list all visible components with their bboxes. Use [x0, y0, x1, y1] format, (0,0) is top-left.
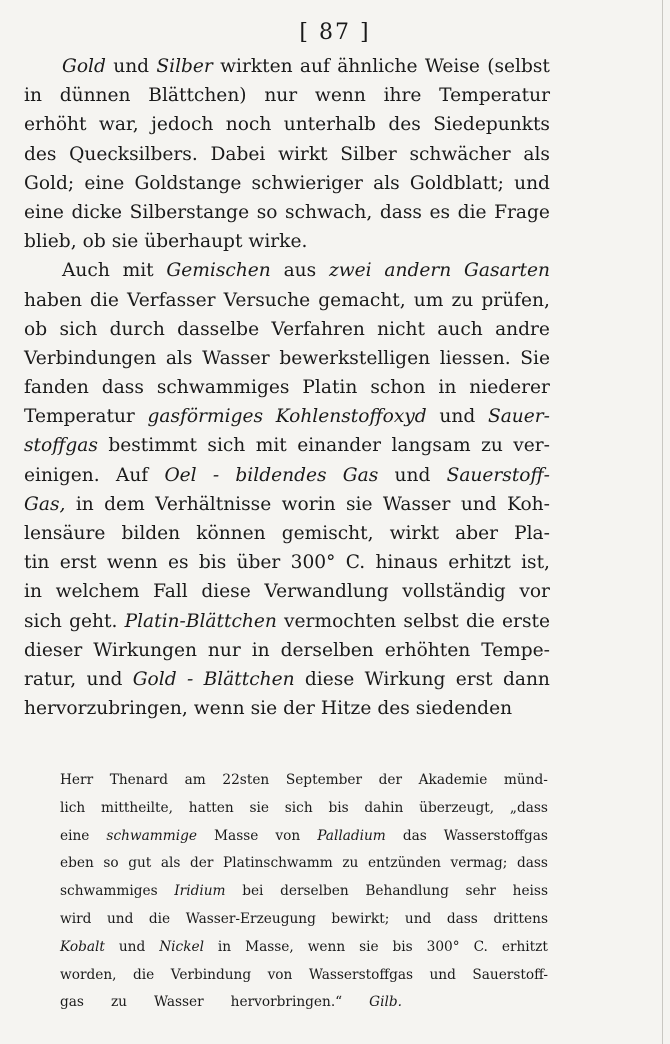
word: Blättchen) [148, 85, 247, 107]
text-line [24, 202, 550, 231]
word: derselben [280, 883, 349, 900]
word: eine [60, 827, 90, 844]
word: lich [60, 799, 86, 816]
word: bis [328, 799, 349, 816]
word: heiss [512, 883, 548, 900]
word: bei [242, 883, 264, 900]
word: Siedepunkts [433, 114, 550, 136]
word: nur [207, 639, 241, 661]
page-edge [662, 0, 663, 1044]
italic-word: - [212, 464, 220, 486]
word: sich [59, 318, 98, 340]
word: andre [495, 318, 550, 340]
word: in [251, 639, 270, 661]
footnote-block [60, 772, 548, 1022]
word: war, [98, 114, 139, 136]
word: Verbindungen [24, 347, 157, 369]
word: dass [379, 201, 422, 223]
word: aber [455, 523, 499, 544]
word: nur [264, 85, 298, 107]
word: münd- [503, 772, 548, 788]
word: um [413, 289, 444, 311]
word: des [388, 114, 421, 136]
italic-word: Gas, [24, 493, 66, 515]
word: ver- [513, 435, 550, 457]
word: gut [128, 855, 152, 872]
text-line [24, 698, 550, 727]
word: als [373, 172, 400, 194]
word: sie [359, 938, 379, 955]
word: schwieriger [251, 172, 363, 194]
italic-word: Oel [164, 464, 197, 486]
word: drittens [493, 910, 548, 927]
italic-word: Gold [62, 56, 106, 77]
text-line [24, 406, 550, 435]
word: Verhältnisse [155, 493, 272, 515]
word: erhöht [24, 114, 87, 136]
italic-word: andern [384, 260, 452, 282]
text-line [24, 494, 550, 523]
word: C. [345, 552, 366, 574]
word: gemacht, [318, 289, 406, 311]
word: Pla- [514, 523, 550, 544]
word: bestimmt [108, 435, 197, 457]
word: Goldstange [134, 172, 242, 194]
italic-word: Silber [156, 56, 213, 77]
italic-word: Sauer- [487, 406, 550, 428]
word: können [196, 523, 266, 544]
word: in [24, 85, 42, 107]
word: und [394, 464, 431, 486]
word: bewirkt; [331, 910, 390, 927]
text-line [24, 319, 550, 348]
word: Auch [62, 260, 110, 282]
italic-word: Kobalt [60, 938, 105, 955]
italic-word: Gemischen [166, 260, 271, 282]
word: zu [481, 435, 503, 457]
word: in [75, 493, 94, 515]
word: in [24, 581, 42, 603]
word: wenn [193, 698, 245, 720]
word: ist, [521, 552, 550, 574]
italic-word: Sauerstoff- [446, 464, 550, 486]
word: wird [60, 910, 92, 927]
word: ähnliche [337, 56, 418, 77]
word: erhitzt [501, 938, 548, 955]
word: Masse [214, 827, 259, 844]
word: unterhalb [283, 114, 376, 136]
page-number: [ 87 ] [299, 20, 371, 45]
italic-word: Kohlenstoffoxyd [275, 406, 427, 428]
word: schwächer [409, 143, 511, 165]
word: überhaupt [144, 231, 243, 253]
word: so [256, 201, 278, 223]
text-line [24, 173, 550, 202]
word: worin [281, 493, 336, 515]
word: entzünden [367, 855, 441, 872]
text-line [60, 883, 548, 911]
word: und [113, 56, 150, 77]
text-line [60, 994, 548, 1022]
word: zu [342, 855, 359, 872]
word: die [457, 201, 487, 223]
word: der [283, 698, 315, 720]
word: am [184, 772, 206, 788]
word: vollständig [402, 581, 506, 603]
word: Hitze [320, 698, 372, 720]
word: welchem [55, 581, 140, 603]
word: sehr [465, 883, 496, 900]
word: ratur, [24, 668, 77, 690]
italic-word: schwammige [106, 827, 198, 844]
word: Verbindung [170, 966, 252, 983]
italic-word: Platin-Blättchen [124, 610, 277, 632]
word: jedoch [151, 114, 214, 136]
word: und [86, 668, 123, 690]
italic-word: Iridium [174, 883, 226, 900]
word: tin [24, 552, 50, 574]
word: bis [392, 938, 413, 955]
text-line [24, 114, 550, 143]
word: sie [111, 231, 139, 253]
word: in [217, 938, 232, 955]
word: Verfasser [127, 289, 216, 311]
word: wenn [314, 85, 366, 107]
text-line [24, 260, 550, 289]
word: und [404, 910, 432, 927]
word: 22sten [222, 772, 270, 788]
text-line [24, 377, 550, 406]
word: schwach, [285, 201, 373, 223]
text-line [24, 56, 550, 85]
word: als [523, 143, 550, 165]
word: Thenard [109, 772, 169, 788]
text-line [24, 581, 550, 610]
italic-word: Blättchen [203, 668, 295, 690]
word: Verfahren [271, 318, 365, 340]
word: die [90, 289, 119, 311]
word: wenn [106, 552, 158, 574]
text-line [60, 855, 548, 883]
word: dass [446, 910, 478, 927]
word: sie [345, 493, 373, 515]
word: Sauerstoff- [472, 966, 548, 983]
word: Wasserstoffgas [308, 966, 414, 983]
word: auch [437, 318, 483, 340]
word: wirke. [248, 231, 308, 253]
word: einigen. [24, 464, 100, 486]
word: Tempe- [481, 639, 550, 661]
word: und [439, 406, 476, 428]
word: Gold; [24, 172, 75, 194]
word: ihre [383, 85, 422, 107]
word: Wasser [202, 347, 270, 369]
word: Wasserstoffgas [443, 827, 548, 844]
word: des [24, 143, 57, 165]
word: und [460, 493, 497, 515]
word: dünnen [59, 85, 131, 107]
word: Dabei [210, 143, 266, 165]
word: es [429, 201, 451, 223]
word: gemischt, [281, 523, 374, 544]
word: Koh- [507, 493, 550, 515]
text-line [24, 640, 550, 669]
text-line [60, 911, 548, 939]
word: Auf [115, 464, 149, 486]
word: Wasser [153, 994, 204, 1011]
word: dicke [71, 201, 123, 223]
word: das [402, 827, 427, 844]
italic-word: gasförmiges [147, 406, 264, 428]
word: sich [207, 435, 246, 457]
word: vermag; [450, 855, 508, 872]
word: Sie [520, 347, 550, 369]
word: Wirkung [364, 668, 446, 690]
italic-word: zwei [328, 260, 372, 282]
text-line [60, 967, 548, 995]
word: und [106, 910, 134, 927]
word: Verwandlung [264, 581, 389, 603]
word: sie [249, 799, 269, 816]
word: schwammiges [156, 377, 290, 399]
word: sich [24, 610, 62, 632]
word: 300° [426, 938, 460, 955]
text-line [24, 85, 550, 114]
word: von [275, 827, 301, 844]
word: in [438, 377, 457, 399]
word: Wasser-Erzeugung [185, 910, 316, 927]
word: Akademie [418, 772, 488, 788]
word: eine [84, 172, 125, 194]
italic-word: - [186, 668, 194, 690]
text-line [24, 348, 550, 377]
word: Frage [494, 201, 550, 223]
word: auf [299, 56, 330, 77]
word: prüfen, [481, 289, 550, 311]
word: zu [451, 289, 474, 311]
word: sich [284, 799, 313, 816]
word: bewerkstelligen [279, 347, 431, 369]
word: die [148, 910, 171, 927]
word: des [377, 698, 410, 720]
word: dieser [24, 639, 83, 661]
word: Wasser [382, 493, 451, 515]
word: langsam [391, 435, 471, 457]
word: bis [198, 552, 227, 574]
word: so [103, 855, 119, 872]
word: hervorbringen.“ [230, 994, 343, 1011]
word: lensäure [24, 523, 106, 544]
word: und [429, 966, 456, 983]
word: noch [225, 114, 272, 136]
word: erste [502, 610, 550, 632]
word: erhöhten [384, 639, 471, 661]
word: vermochten [284, 610, 397, 632]
word: Silberstange [129, 201, 250, 223]
word: Weise [424, 56, 480, 77]
text-line [24, 231, 550, 260]
word: die [133, 966, 155, 983]
word: erst [455, 668, 493, 690]
word: September [285, 772, 363, 788]
word: schon [370, 377, 426, 399]
word: worden, [60, 966, 117, 983]
word: geht. [69, 610, 118, 632]
word: als [160, 855, 181, 872]
word: sie [250, 698, 278, 720]
word: niederer [469, 377, 550, 399]
word: wirkt [389, 523, 440, 544]
word: (selbst [487, 56, 550, 77]
word: Fall [153, 581, 188, 603]
text-line [60, 772, 548, 800]
text-line [24, 435, 550, 464]
word: erhitzt [448, 552, 511, 574]
text-line [24, 523, 550, 552]
word: zu [110, 994, 127, 1011]
word: Platinschwamm [222, 855, 333, 872]
word: schwammiges [60, 883, 158, 900]
italic-word: Palladium [317, 827, 386, 844]
main-text-block [24, 56, 550, 727]
word: wenn [307, 938, 346, 955]
word: der [378, 772, 403, 788]
word: diese [201, 581, 251, 603]
word: wirkten [220, 56, 293, 77]
word: Wirkungen [93, 639, 197, 661]
text-line [24, 552, 550, 581]
word: als [165, 347, 193, 369]
word: haben [24, 289, 82, 311]
word: fanden [24, 377, 89, 399]
word: hatten [188, 799, 234, 816]
word: die [465, 610, 495, 632]
word: aus [283, 260, 317, 282]
word: Goldblatt; [409, 172, 504, 194]
word: durch [109, 318, 165, 340]
word: nicht [377, 318, 425, 340]
word: dahin [364, 799, 404, 816]
word: Platin [302, 377, 358, 399]
word: überzeugt, [419, 799, 495, 816]
word: selbst [403, 610, 459, 632]
word: mit [255, 435, 287, 457]
word: mittheilte, [101, 799, 174, 816]
word: Silber [340, 143, 397, 165]
word: Quecksilbers. [69, 143, 198, 165]
word: wirkt [278, 143, 328, 165]
word: hervorzubringen, [24, 698, 188, 720]
italic-word: Gilb. [369, 994, 402, 1011]
word: gas [60, 994, 84, 1011]
text-line [60, 939, 548, 967]
word: vor [519, 581, 550, 603]
word: Temperatur [24, 406, 135, 428]
italic-word: stoffgas [24, 435, 98, 457]
word: dass [516, 855, 548, 872]
word: Herr [60, 772, 94, 788]
italic-word: Nickel [159, 938, 204, 955]
word: bilden [121, 523, 181, 544]
word: Behandlung [365, 883, 449, 900]
text-line [60, 800, 548, 828]
word: eine [24, 201, 64, 223]
word: „dass [509, 799, 548, 816]
italic-word: Gold [132, 668, 177, 690]
word: ob [24, 318, 48, 340]
word: und [514, 172, 550, 194]
text-line [24, 669, 550, 698]
word: liessen. [439, 347, 511, 369]
word: ob [82, 231, 106, 253]
word: dasselbe [177, 318, 260, 340]
word: der [190, 855, 214, 872]
word: Masse, [245, 938, 294, 955]
word: diese [304, 668, 355, 690]
word: dann [502, 668, 550, 690]
word: derselben [280, 639, 374, 661]
word: einander [297, 435, 382, 457]
word: und [118, 938, 146, 955]
word: über [236, 552, 281, 574]
word: von [267, 966, 293, 983]
italic-word: Gas [342, 464, 379, 486]
text-line [24, 611, 550, 640]
word: es [168, 552, 189, 574]
italic-word: bildendes [235, 464, 327, 486]
word: mit [122, 260, 154, 282]
text-line [24, 290, 550, 319]
text-line [24, 144, 550, 173]
word: hinaus [375, 552, 438, 574]
word: 300° [290, 552, 336, 574]
word: Versuche [223, 289, 311, 311]
word: dass [101, 377, 144, 399]
word: C. [473, 938, 488, 955]
word: erst [59, 552, 97, 574]
text-line [24, 465, 550, 494]
word: blieb, [24, 231, 77, 253]
word: eben [60, 855, 94, 872]
word: Temperatur [439, 85, 550, 107]
word: siedenden [415, 698, 513, 720]
word: dem [104, 493, 145, 515]
text-line [60, 828, 548, 856]
italic-word: Gasarten [464, 260, 550, 282]
